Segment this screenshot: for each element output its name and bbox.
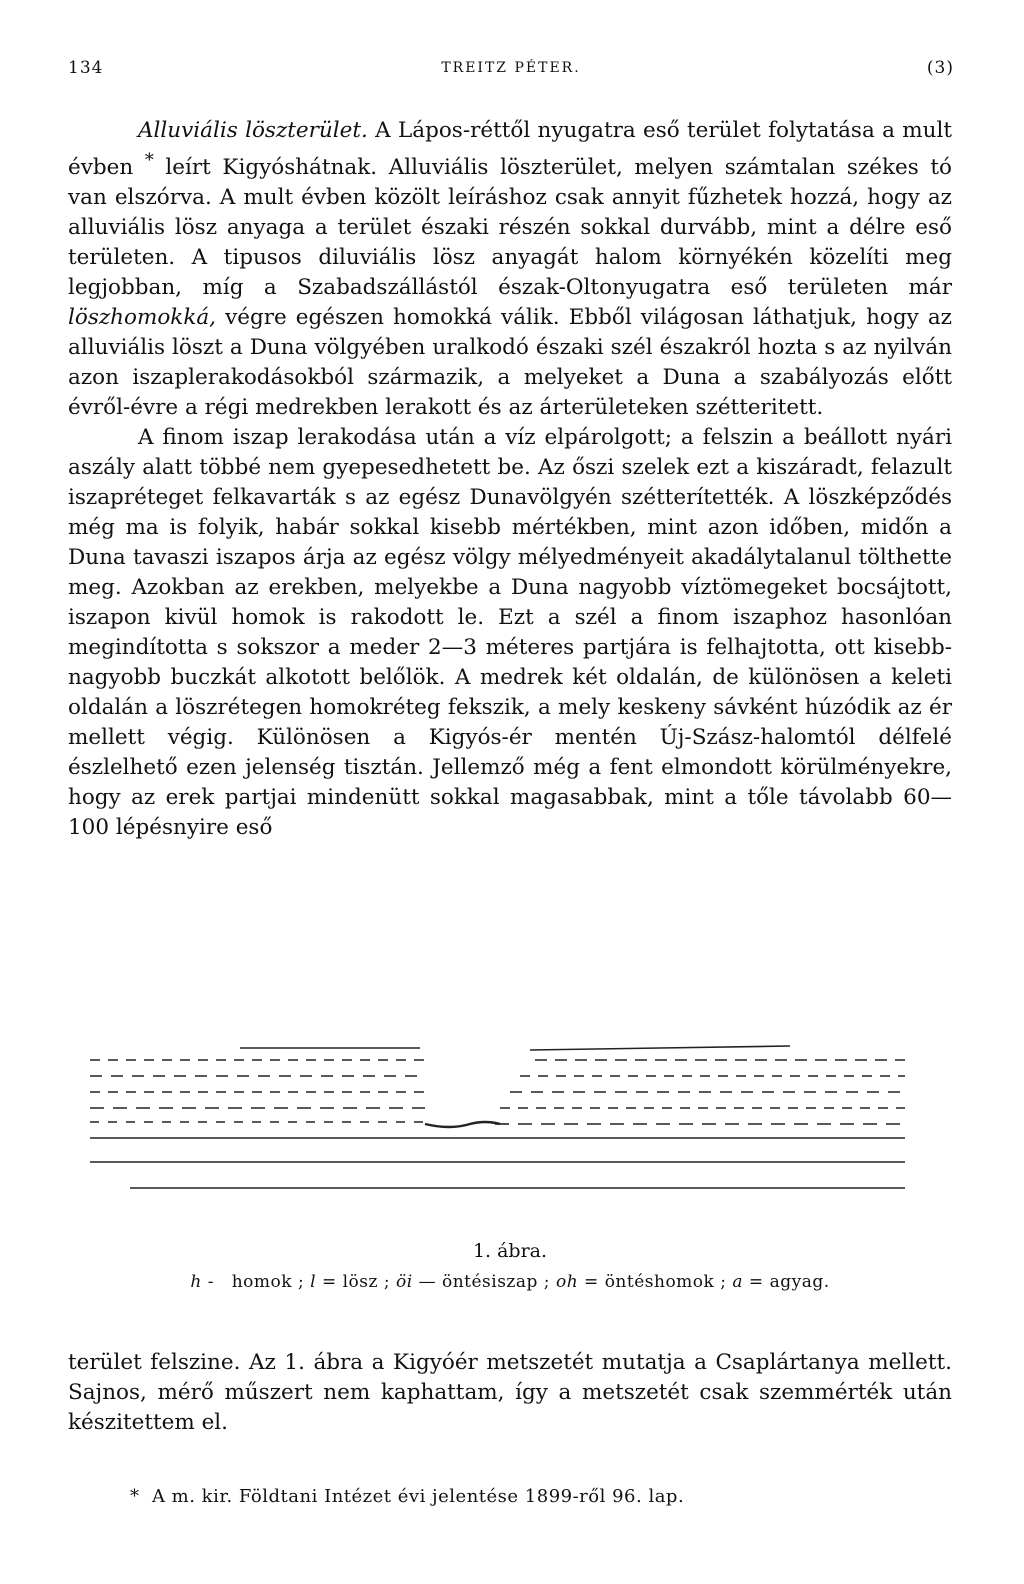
figure-caption: 1. ábra.	[472, 1240, 548, 1262]
paragraph-3: terület felszine. Az 1. ábra a Kigyóér metszetét mutatja a Csaplártanya mellett. Sajnos, mérő műszert nem kaphattam, így a metszetét csak szemmérték után készitettem el.	[68, 1350, 952, 1435]
surface-line-right	[530, 1046, 790, 1050]
footnote-text: A m. kir. Földtani Intézet évi jelentése 1899-ről 96. lap.	[151, 1486, 685, 1507]
paragraph-1	[68, 116, 952, 423]
legend-a-val: = agyag.	[748, 1272, 830, 1292]
italic-term: löszhomokká,	[68, 305, 217, 331]
channel-bottom	[425, 1122, 500, 1127]
legend-h-key: h	[190, 1272, 202, 1292]
section-number: (3)	[926, 58, 954, 78]
legend-oi-val: — öntésiszap ;	[418, 1272, 551, 1292]
section-heading: Alluviális löszterület.	[138, 118, 368, 143]
paragraph-1-part-c: végre egészen homokká válik. Ebből világosan láthatjuk, hogy az alluviális löszt a Duna völgyében uralkodó északi szél északról hozta s az nyilván azon iszaplerakodásokból származik, a melyeket a Duna a szabályozás előtt évről-évre a régi medrekben lerakott és az árterületeken szétteritett.	[68, 305, 952, 421]
page-header	[68, 58, 954, 88]
legend-oh-key: oh	[555, 1272, 579, 1292]
legend-a-key: a	[732, 1272, 744, 1292]
legend-oh-val: = öntéshomok ;	[584, 1272, 727, 1292]
paragraph-1-part-a: A Lápos-réttől nyugatra eső terület folytatása a mult évben	[68, 118, 952, 181]
legend-l-val: = lösz ;	[321, 1272, 391, 1292]
paragraph-1-part-b: leírt Kigyóshátnak. Alluviális löszterület, melyen számtalan székes tó van elszórva. A mult évben közölt leíráshoz csak annyit fűzhetek hozzá, hogy az alluviális lösz anyaga a terület északi részén sokkal durvább, mint a délre eső területen. A tipusos diluviális lösz anyagát halom környékén közelíti meg legjobban, míg a Szabadszállástól észak-Oltonyugatra eső területen már	[68, 155, 952, 301]
main-text-continued	[68, 1348, 952, 1438]
figure-legend	[110, 1272, 910, 1292]
running-title: TREITZ PÉTER.	[441, 60, 581, 76]
page-number: 134	[68, 58, 104, 78]
legend-oi-key: öi	[395, 1272, 413, 1292]
legend-h-val: homok ;	[231, 1272, 305, 1292]
legend-l-key: l	[310, 1272, 317, 1292]
cross-section-figure	[90, 1040, 920, 1200]
footnote-mark-bottom: *	[130, 1486, 140, 1507]
paragraph-2: A finom iszap lerakodása után a víz elpárolgott; a felszin a beállott nyári aszály alatt többé nem gyepesedhetett be. Az őszi szelek ezt a kiszáradt, felazult iszapréteget felkavarták s az egész Dunavölgyén szétterítették. A löszképződés még ma is folyik, habár sokkal kisebb mértékben, mint azon időben, midőn a Duna tavaszi iszapos árja az egész völgy mélyedményeit akadálytalanul tölthette meg. Azokban az erekben, melyekbe a Duna nagyobb víztömegeket bocsájtott, iszapon kivül homok is rakodott le. Ezt a szél a finom iszaphoz hasonlóan megindította s sokszor a meder 2—3 méteres partjára is felhajtotta, ott kisebb-nagyobb buczkát alkotott belőlök. A medrek két oldalán, de különösen a keleti oldalán a löszrétegen homokréteg fekszik, a mely keskeny sávként húzódik az ér mellett végig. Különösen a Kigyós-ér mentén Új-Szász-halomtól délfelé észlelhető ezen jelenség tisztán. Jellemző még a fent elmondott körülményekre, hogy az erek partjai mindenütt sokkal magasabbak, mint a tőle távolabb 60—100 lépésnyire eső	[68, 425, 952, 841]
main-text	[68, 116, 952, 843]
legend-h-sep: -	[207, 1272, 214, 1292]
footnote-mark: *	[144, 150, 154, 171]
footnote	[130, 1486, 684, 1507]
